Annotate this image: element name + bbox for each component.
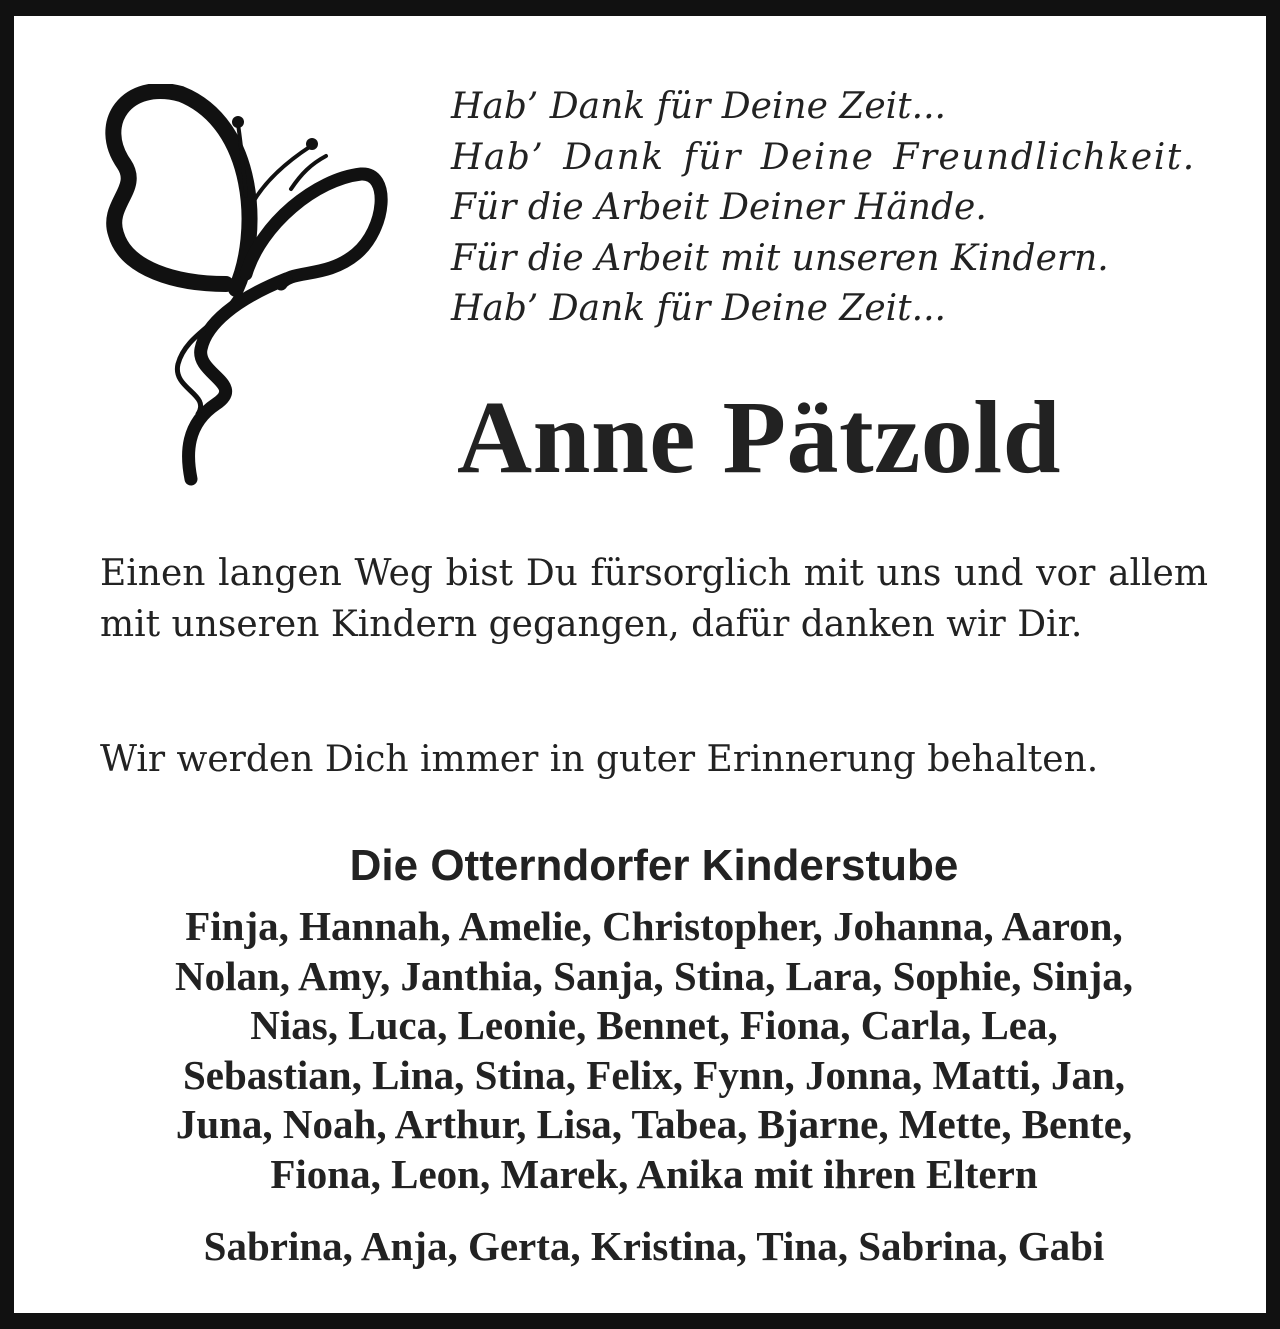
children-names-line: Nias, Luca, Leonie, Bennet, Fiona, Carla, Lea, — [250, 1002, 1058, 1049]
poem-line: Hab’ Dank für Deine Zeit... — [451, 288, 946, 329]
children-names-line: Fiona, Leon, Marek, Anika mit ihren Eltern — [270, 1150, 1038, 1197]
poem — [451, 82, 1221, 335]
poem-line: Hab’ Dank für Deine Freundlichkeit. — [451, 136, 1196, 178]
message-paragraph: Wir werden Dich immer in guter Erinnerung behalten. — [100, 739, 1099, 780]
children-names-line: Juna, Noah, Arthur, Lisa, Tabea, Bjarne, Mette, Bente, — [175, 1101, 1133, 1148]
children-names-line: Finja, Hannah, Amelie, Christopher, Johanna, Aaron, — [185, 903, 1123, 949]
butterfly-icon — [86, 84, 396, 494]
sender-group-title: Die Otterndorfer Kinderstube — [349, 841, 959, 890]
children-names-line: Nolan, Amy, Janthia, Sanja, Stina, Lara, Sophie, Sinja, — [174, 952, 1134, 999]
poem-line: Hab’ Dank für Deine Zeit... — [451, 86, 946, 127]
staff-names: Sabrina, Anja, Gerta, Kristina, Tina, Sabrina, Gabi — [203, 1223, 1105, 1269]
poem-line: Für die Arbeit mit unseren Kindern. — [451, 237, 1109, 279]
children-names-line: Sebastian, Lina, Stina, Felix, Fynn, Jonna, Matti, Jan, — [182, 1051, 1126, 1098]
children-names — [74, 902, 1234, 1200]
deceased-name: Anne Pätzold — [457, 380, 1061, 495]
poem-line: Für die Arbeit Deiner Hände. — [451, 187, 987, 228]
message-paragraph: Einen langen Weg bist Du fürsorglich mit uns und vor allem mit unseren Kindern gegangen, dafür danken wir Dir. — [100, 553, 1208, 645]
